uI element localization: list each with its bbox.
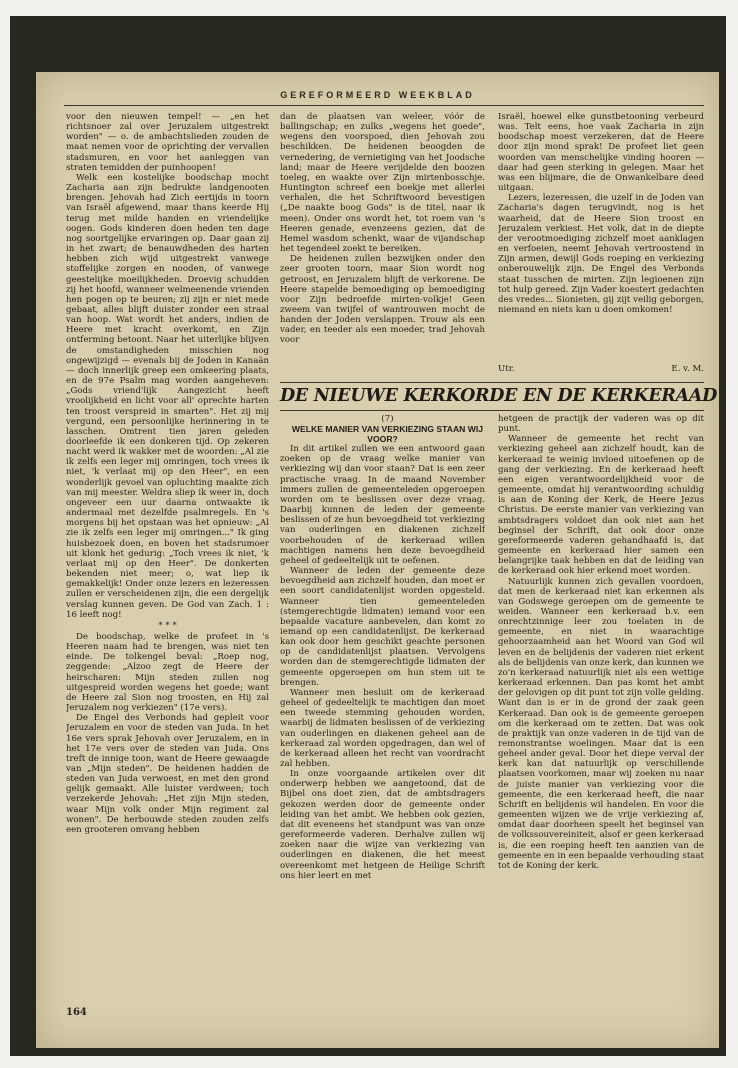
paragraph: Wanneer de gemeente het recht van verkiezing geheel aan zichzelf houdt, kan de kerkeraad te weinig invloed uitoefenen op de gang der verkiezing. En de kerkeraad heeft een eigen verantwoordelijkheid voor de gemeente, omdat hij verantwoording schuldig is aan de Koning der Kerk, de Heere Jezus Christus. De eerste manier van verkiezing van ambtsdragers voldoet dan ook niet aan het beginsel der Schrift, dat ook door onze gereformeerde vaderen gehandhaafd is, dat gemeente en kerkeraad hier samen een belangrijke taak hebben en dat de leiding van de kerkeraad ook hier erkend moet worden. bbox=[498, 434, 704, 577]
paragraph: Wanneer men besluit om de kerkeraad geheel of gedeeltelijk te machtigen dan moet een tweede stemming gehouden worden, waarbij de lidmaten beslissen of de verkiezing van ouderlingen en diakenen geheel aan de kerkeraad zal worden opgedragen, dan wel of de kerkeraad alleen het recht van voordracht zal hebben. bbox=[280, 687, 485, 769]
paragraph: Welk een kostelijke boodschap mocht Zacharia aan zijn bedrukte landgenooten brengen. Jehovah had Zich eertijds in toorn van Israël afgewend, maar thans keerde Hij terug met milde handen en vriendelijke oogen. Gods kinderen doen heden ten dage nog soortgelijke ervaringen op. Daar gaan zij in het zwart; de benauwdheden des harten hebben zich wijd uitgestrekt vanwege stoffelijke zorgen en nooden, of vanwege geestelijke moeilijkheden. Droevig schudden zij het hoofd, wanneer welmeenende vrienden hen pogen op te beuren; zij zijn er niet mede gebaat, alles blijft duister zonder een straal van hoop. Wat wordt het anders, indien de Heere met kracht overkomt, en Zijn ontferming betoont. Naar het uiterlijke blijven de omstandigheden misschien nog ongewijzigd — evenals bij de Joden in Kanaän — doch innerlijk greep een omkeering plaats, en de 97e Psalm mag worden aangeheven: „Gods vriend'lijk Aangezicht heeft vroolijkheid en licht voor all' oprechte harten ten troost verspreid in smarten". Het zij mij vergund, een persoonlijke herinnering in te lasschen. Omtrent tien jaren geleden doorleefde ik een donkeren tijd. Op zekeren nacht werd ik wakker met de woorden: „Al zie ik zelfs een leger mij omringen, toch vrees ik niet, 'k verlaat mij op den Heer", en een wonderlijk gevoel van opluchting maakte zich van mij meester. Weldra sliep ik weer in, doch ongeveer een uur daarna ontwaakte ik andermaal met dezelfde psalmregels. En 's morgens bij het opstaan was het opnieuw: „Al zie ik zelfs een leger mij omringen..." Ik ging huisbezoek doen, en boven het stadsrumoer uit klonk het gedurig: „Toch vrees ik niet, 'k verlaat mij op den Heer". De donkerten bekenden niet meer; o, wat liep ik gemakkelijk! Onder onze lezers en lezeressen zullen er verscheidenen zijn, die een dergelijk verslag kunnen geven. De God van Zach. 1 : 16 leeft nog! bbox=[66, 172, 269, 620]
author-signature bbox=[498, 364, 704, 374]
magazine-page bbox=[36, 72, 719, 1048]
page-number: 164 bbox=[66, 1007, 87, 1018]
paragraph: In dit artikel zullen we een antwoord gaan zoeken op de vraag welke manier van verkiezing wij dan voor staan? Dat is een zeer practische vraag. In de maand November immers zullen de gemeenteleden opgeroepen worden om te beslissen over deze vraag. Daarbij kunnen de leden der gemeente beslissen of ze hun bevoegdheid tot verkiezing van ouderlingen en diakenen zichzelf voorbehouden of de kerkeraad willen machtigen namens hen deze bevoegdheid geheel of gedeeltelijk uit te oefenen. bbox=[280, 444, 485, 566]
article-number: (7) bbox=[381, 414, 394, 424]
signature-author: E. v. M. bbox=[671, 364, 704, 374]
column-5 bbox=[498, 414, 704, 974]
article-title: DE NIEUWE KERKORDE EN DE KERKERAAD bbox=[280, 386, 718, 406]
article-rule-bottom bbox=[280, 410, 704, 411]
paragraph: In onze voorgaande artikelen over dit onderwerp hebben we aangetoond, dat de Bijbel ons doet zien, dat de ambtsdragers gekozen werden door de gemeente onder leiding van het ambt. We hebben ook gezien, dat dit eveneens het standpunt was van onze gereformeerde vaderen. Derhalve zullen wij zoeken naar die wijze van verkiezing van ouderlingen en diakenen, die het meest overeenkomt met hetgeen de Heilige Schrift ons hier leert en met bbox=[280, 769, 485, 881]
column-1 bbox=[66, 112, 269, 982]
paragraph: Lezers, lezeressen, die uzelf in de Joden van Zacharia's dagen terugvindt, nog is het waarheid, dat de Heere Sion troost en Jeruzalem verkiest. Het volk, dat in de diepte der verootmoediging zichzelf moet aanklagen en verfoeien, neemt Jehovah vertroostend in Zijn armen, dewijl Gods roeping en verkiezing onberouwelijk zijn. De Engel des Verbonds staat tusschen de mirten. Zijn legioenen zijn tot hulp gereed. Zijn Vader koestert gedachten des vredes... Sionieten, gij zijt veilig geborgen, niemand en niets kan u doen omkomen! bbox=[498, 193, 704, 315]
paragraph: Wanneer de leden der gemeente deze bevoegdheid aan zichzelf houden, dan moet er een soort candidatenlijst worden opgesteld. Wanneer tien gemeenteleden (stemgerechtigde lidmaten) iemand voor een bepaalde vacature aanbevelen, dan komt zo iemand op een candidatenlijst. De kerkeraad kan ook door hem geschikt geachte personen op de candidatenlijst plaatsen. Vervolgens worden dan de stemgerechtigde lidmaten der gemeente opgeroepen om hun stem uit te brengen. bbox=[280, 566, 485, 688]
paragraph: Natuurlijk kunnen zich gevallen voordoen, dat men de kerkeraad niet kan erkennen als van Godswege geroepen om de gemeente te weiden. Wanneer een kerkeraad b.v. een onrechtzinnige leer zou toelaten in de gemeente, en niet in waarachtige gehoorzaamheid aan het Woord van God wil leven en de belijdenis der vaderen niet erkent als de belijdenis van onze kerk, dan kunnen we zo'n kerkeraad natuurlijk niet als een wettige kerkeraad erkennen. Dan pas komt het ambt der gelovigen op dit punt tot zijn volle gelding. Want dan is er in de grond der zaak geen Kerkeraad. Dan ook is de gemeente geroepen om die kerkeraad om te zetten. Dat was ook de praktijk van onze vaderen in de tijd van de remonstrantse woelingen. Maar dat is een geheel ander geval. Door het diepe verval der kerk kan dat natuurlijk op verschillende plaatsen voorkomen, maar wij zoeken nu naar de juiste manier van verkiezing voor die gemeente, die een kerkeraad heeft, die naar Schrift en belijdenis wil handelen. En voor die gemeenten wijzen we de vrije verkiezing af, omdat daar doorheen speelt het beginsel van de volkssouvereiniteit, alsof er geen kerkeraad is, die een roeping heeft ten aanzien van de gemeente en in een bepaalde verhouding staat tot de Koning der kerk. bbox=[498, 576, 704, 871]
header-rule bbox=[64, 105, 704, 106]
paragraph: Israël, hoewel elke gunstbetooning verbeurd was. Telt eens, hoe vaak Zacharia in zijn boodschap moest verzekeren, dat de Heere door zijn mond sprak! De profeet liet geen woorden van menschelijke vinding hooren — daar had geen sterking in gelegen. Maar het was een blijmare, die de Onwankelbare deed uitgaan. bbox=[498, 112, 704, 194]
section-divider: * * * bbox=[158, 620, 177, 631]
column-4 bbox=[280, 414, 485, 984]
column-3 bbox=[498, 112, 704, 362]
running-header: GEREFORMEERD WEEKBLAD bbox=[280, 90, 475, 100]
paragraph: dan de plaatsen van weleer, vóór de ballingschap; en zulks „wegens het goede", wegens den voorspoed, dien Jehovah zou beschikken. De heidenen beoogden de vernedering, de vernietiging van het Joodsche land; maar de Heere verijdelde den boozen toeleg, en waakte over Zijn mirtenbosschje. Huntington schreef een boekje met allerlei verhalen, die het Schriftwoord bevestigen („De naakte boog Gods" is de titel, naar ik meen). Onder ons wordt het, tot roem van 's Heeren genade, evenzeens gezien, dat de Hemel wasdom schenkt, waar de vijandschap het tegendeel zoekt te bereiken. bbox=[280, 112, 485, 255]
column-2 bbox=[280, 112, 485, 382]
paragraph: hetgeen de practijk der vaderen was op dit punt. bbox=[498, 414, 704, 435]
paragraph: voor den nieuwen tempel! — „en het richtsnoer zal over Jeruzalem uitgestrekt worden" — o. de ambachtslieden zouden de maat nemen voor de oprichting der vervallen stadsmuren, en voor het aanleggen van straten temidden der puinhoopen! bbox=[66, 112, 269, 173]
signature-place: Utr. bbox=[498, 364, 515, 374]
paragraph: De Engel des Verbonds had gepleit voor Jeruzalem en voor de steden van Juda. In het 16e vers sprak Jehovah over Jeruzalem, en in het 17e vers over de steden van Juda. Ons treft de innige toon, want de Heere gewaagde van „Mijn steden". De heidenen hadden de steden van Juda verwoest, en met den grond gelijk gemaakt. Alle luister verdween; toch verzekerde Jehovah: „Het zijn Mijn steden, waar Mijn volk onder Mijn regiment zal wonen". De herbouwde steden zouden zelfs een grooteren omvang hebben bbox=[66, 713, 269, 835]
article-rule-top bbox=[280, 382, 704, 383]
paragraph: De heidenen zullen bezwijken onder den zeer grooten toorn, maar Sion wordt nog getroost, en Jeruzalem blijft de verkorene. De Heere stapelde bemoediging op bemoediging voor Zijn bedroefde mirten-volkje! Geen zweem van twijfel of wantrouwen mocht de handen der Joden verslappen. Trouw als een vader, en teeder als een moeder, trad Jehovah voor bbox=[280, 254, 485, 346]
article-heading: WELKE MANIER VAN VERKIEZING STAAN WIJ VOOR? bbox=[291, 424, 484, 445]
paragraph: De boodschap, welke de profeet in 's Heeren naam had te brengen, was niet ten einde. De tolkengel beval: „Roep nog, zeggende: „Alzoo zegt de Heere der heirscharen: Mijn steden zullen nog uitgespreid worden wegens het goede; want de Heere zal Sion nog troosten, en Hij zal Jeruzalem nog verkiezen" (17e vers). bbox=[66, 631, 269, 714]
